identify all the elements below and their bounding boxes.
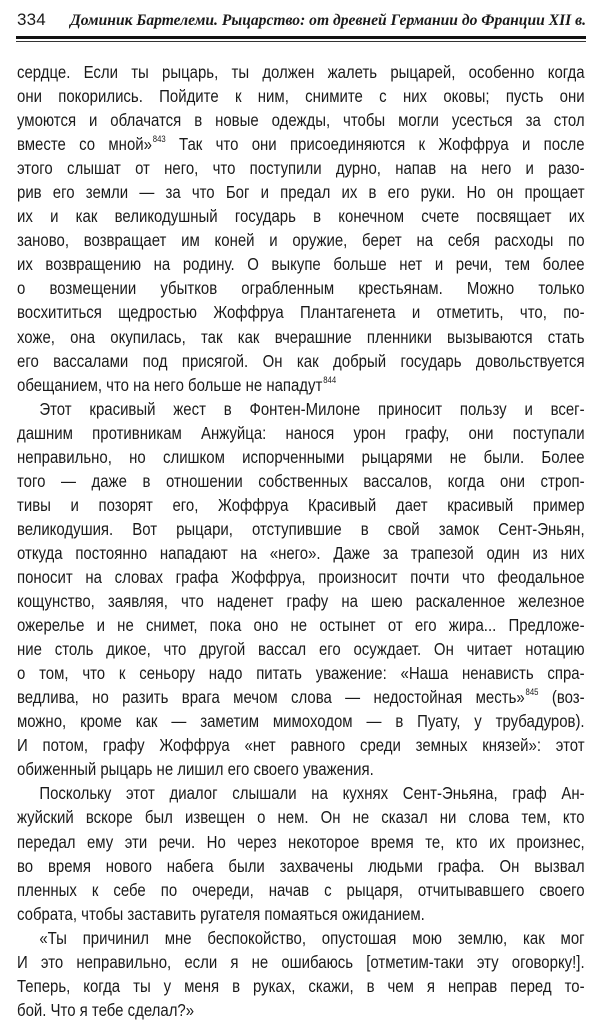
text-line <box>17 589 585 613</box>
text-line <box>17 228 585 252</box>
text-line <box>17 349 585 373</box>
line-text: кощунство, заявляя, что наденет графу на шею раскаленное железное <box>17 591 585 612</box>
line-text: о возмещении убытков ограбленным крестьянам. Можно только <box>17 278 585 299</box>
header-rule-thin <box>16 41 586 42</box>
line-text: жуйский вскоре был извещен о нем. Он не сказал ни слова тем, кто <box>17 807 585 828</box>
line-text: великодушия. Вот рыцари, отступившие в свой замок Сент-Эньян, <box>17 518 585 539</box>
text-line <box>17 926 585 950</box>
line-text: ние столь дикое, что другой вассал его осуждает. Он читает нотацию <box>17 639 585 660</box>
text-line <box>17 156 585 180</box>
text-line <box>17 132 585 156</box>
text-line <box>17 445 585 469</box>
line-text: можно, кроме как — заметим мимоходом — в Пуату, у трубадуров). <box>17 711 585 732</box>
text-line <box>17 276 585 300</box>
line-text: Теперь, когда ты у меня в руках, скажи, в чем я неправ перед то- <box>17 975 585 996</box>
text-line <box>17 998 585 1022</box>
text-line <box>17 830 585 854</box>
line-text: во время нового набега были захвачены людьми графа. Он вызвал <box>17 855 585 876</box>
line-text: этого слышат от него, что поступили дурно, напав на него и разо- <box>17 158 585 179</box>
line-text: собрата, чтобы заставить ругателя помаяться ожиданием. <box>17 903 425 924</box>
body-text <box>17 60 585 1022</box>
line-text: рив его земли — за что Бог и предал их в его руки. Но он прощает <box>17 182 585 203</box>
line-text: Поскольку этот диалог слышали на кухнях Сент-Эньяна, граф Ан- <box>39 783 585 804</box>
text-line <box>17 613 585 637</box>
text-line <box>17 661 585 685</box>
text-line <box>17 878 585 902</box>
text-line <box>17 565 585 589</box>
text-line <box>17 781 585 805</box>
text-line <box>17 60 585 84</box>
running-title: Доминик Бартелеми. Рыцарство: от древней Германии до Франции XII в. <box>70 12 586 29</box>
text-line <box>17 950 585 974</box>
line-text: восхититься щедростью Жоффруа Плантагенета и отметить, что, по- <box>17 302 585 323</box>
line-text: передал ему эти речи. Но через некоторое время те, кто их произнес, <box>17 831 585 852</box>
text-line <box>17 325 585 349</box>
line-text: неправильно, но слишком испорченными рыцарями не были. Более <box>17 446 585 467</box>
line-text: дашним противникам Анжуйца: нанося урон графу, они поступали <box>17 422 585 443</box>
text-line <box>17 517 585 541</box>
line-text: ожерелье и не снимет, пока оно не остынет от его жира... Предложе- <box>17 615 585 636</box>
line-text: заново, возвращает им коней и оружие, берет на себя расходы по <box>17 230 585 251</box>
line-text: обиженный рыцарь не лишил его своего уважения. <box>17 759 374 780</box>
line-text: сердце. Если ты рыцарь, ты должен жалеть рыцарей, особенно когда <box>17 62 585 82</box>
text-line <box>17 180 585 204</box>
line-text: о том, что к сеньору надо питать уважение: «Наша ненависть спра- <box>17 663 585 684</box>
line-text: его вассалами под присягой. Он как добрый государь довольствуется <box>17 350 585 371</box>
footnote-ref[interactable]: 845 <box>525 687 539 698</box>
line-text: их возвращению на родину. О выкупе больше нет и речи, тем более <box>17 254 585 275</box>
text-line <box>17 805 585 829</box>
line-text: того — даже в отношении собственных вассалов, когда они строп- <box>17 470 585 491</box>
line-text: «Ты причинил мне беспокойство, опустошая мою землю, как мог <box>39 927 585 948</box>
line-text: ведлива, но разить врага мечом слова — недостойная месть» <box>17 687 525 708</box>
text-line <box>17 204 585 228</box>
footnote-ref[interactable]: 844 <box>323 374 337 385</box>
paragraph <box>17 60 585 397</box>
text-line <box>17 757 585 781</box>
text-line <box>17 84 585 108</box>
line-text: вместе со мной» <box>17 134 152 155</box>
text-line <box>17 469 585 493</box>
text-line <box>17 493 585 517</box>
text-line <box>17 637 585 661</box>
line-text: их и как великодушный государь в конечном счете посвящает их <box>17 206 585 227</box>
header-rule-thick <box>16 36 586 39</box>
text-line <box>17 421 585 445</box>
line-text-continued: (воз- <box>538 687 585 708</box>
text-line <box>17 108 585 132</box>
text-line <box>17 902 585 926</box>
text-line <box>17 974 585 998</box>
text-line <box>17 300 585 324</box>
text-line <box>17 709 585 733</box>
paragraph <box>17 781 585 925</box>
line-text: бой. Что я тебе сделал?» <box>17 999 195 1020</box>
text-line <box>17 252 585 276</box>
line-text: хоже, она окупилась, так как вчерашние пленники вызываются стать <box>17 326 585 347</box>
text-line <box>17 373 585 397</box>
text-line <box>17 397 585 421</box>
footnote-ref[interactable]: 843 <box>152 134 166 145</box>
line-text: тивы и позорят его, Жоффруа Красивый дает красивый пример <box>17 494 585 515</box>
text-line <box>17 733 585 757</box>
line-text: поносит на словах графа Жоффруа, произносит почти что феодальное <box>17 566 585 587</box>
line-text: они покорились. Пойдите к ним, снимите с них оковы; пусть они <box>17 86 585 107</box>
text-line <box>17 685 585 709</box>
line-text: обещанием, что на него больше не нападут <box>17 374 323 395</box>
paragraph <box>17 397 585 782</box>
page-number: 334 <box>17 10 46 29</box>
running-head <box>17 10 586 34</box>
line-text: умоются и облачатся в новые одежды, чтобы могли усесться за стол <box>17 110 585 131</box>
text-line <box>17 541 585 565</box>
line-text: Этот красивый жест в Фонтен-Милоне приносит пользу и всег- <box>39 398 585 419</box>
line-text: откуда постоянно нападают на «него». Даже за трапезой один из них <box>17 542 585 563</box>
line-text: пленных к себе по очереди, начав с рыцаря, отчитывавшего своего <box>17 879 585 900</box>
line-text: И потом, графу Жоффруа «нет равного среди земных князей»: этот <box>17 735 585 756</box>
line-text: И это неправильно, если я не ошибаюсь [отметим-таки эту оговорку!]. <box>17 951 585 972</box>
paragraph <box>17 926 585 1022</box>
text-line <box>17 854 585 878</box>
line-text-continued: Так что они присоединяются к Жоффруа и после <box>165 134 585 155</box>
